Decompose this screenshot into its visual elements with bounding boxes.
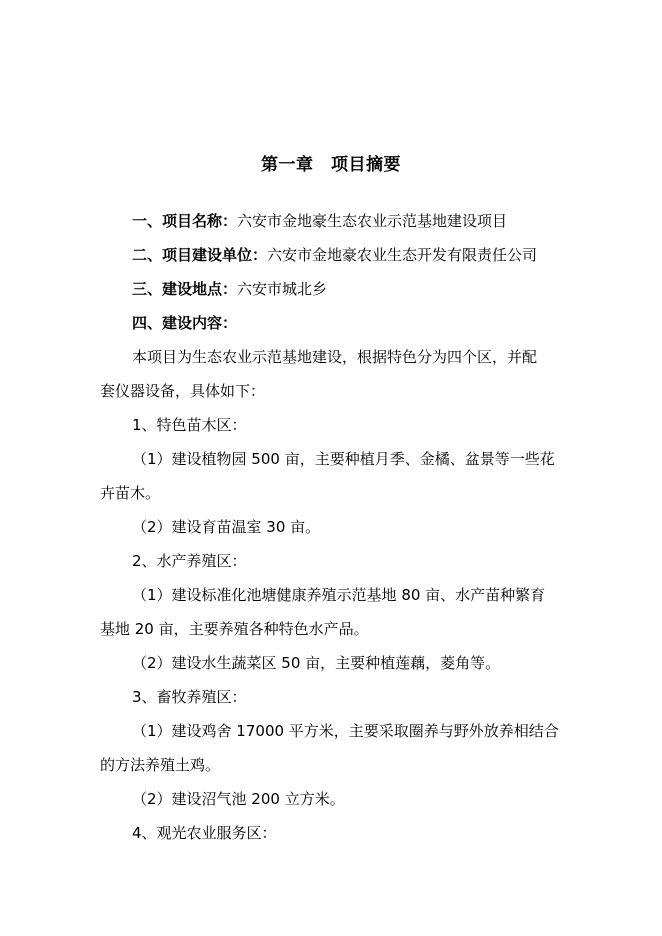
item-label: 一、项目名称： bbox=[132, 212, 238, 230]
zone2-item1-line2: 基地 20 亩，主要养殖各种特色水产品。 bbox=[100, 620, 369, 638]
item-project-name bbox=[132, 211, 507, 231]
item-content bbox=[132, 313, 237, 333]
zone2-title: 2、水产养殖区： bbox=[132, 552, 247, 570]
item-label: 二、项目建设单位： bbox=[132, 246, 268, 264]
zone1-title: 1、特色苗木区： bbox=[132, 416, 247, 434]
zone3-title: 3、畜牧养殖区： bbox=[132, 688, 247, 706]
zone1-item1-line2: 卉苗木。 bbox=[100, 484, 161, 502]
item-value: 六安市金地豪生态农业示范基地建设项目 bbox=[237, 212, 508, 230]
zone3-item1-line1: （1）建设鸡舍 17000 平方米，主要采取圈养与野外放养相结合 bbox=[132, 722, 559, 740]
zone1-item1-line1: （1）建设植物园 500 亩，主要种植月季、金橘、盆景等一些花 bbox=[132, 450, 555, 468]
zone4-title: 4、观光农业服务区： bbox=[132, 824, 277, 842]
zone2-item1-line1: （1）建设标准化池塘健康养殖示范基地 80 亩、水产苗种繁育 bbox=[132, 586, 546, 604]
item-construction-unit bbox=[132, 245, 537, 265]
zone3-item1-line2: 的方法养殖土鸡。 bbox=[100, 756, 221, 774]
item-value: 六安市金地豪农业生态开发有限责任公司 bbox=[267, 246, 538, 264]
chapter-title: 第一章 项目摘要 bbox=[261, 155, 401, 175]
zone1-item2: （2）建设育苗温室 30 亩。 bbox=[132, 518, 321, 536]
zone3-item2: （2）建设沼气池 200 立方米。 bbox=[132, 790, 345, 808]
intro-line-2: 套仪器设备，具体如下： bbox=[100, 382, 266, 400]
item-location bbox=[132, 279, 327, 299]
intro-line-1: 本项目为生态农业示范基地建设，根据特色分为四个区，并配 bbox=[132, 348, 538, 366]
item-label: 三、建设地点： bbox=[132, 280, 238, 298]
item-value: 六安市城北乡 bbox=[237, 280, 328, 298]
item-label: 四、建设内容： bbox=[132, 314, 238, 332]
zone2-item2: （2）建设水生蔬菜区 50 亩，主要种植莲藕，菱角等。 bbox=[132, 654, 501, 672]
